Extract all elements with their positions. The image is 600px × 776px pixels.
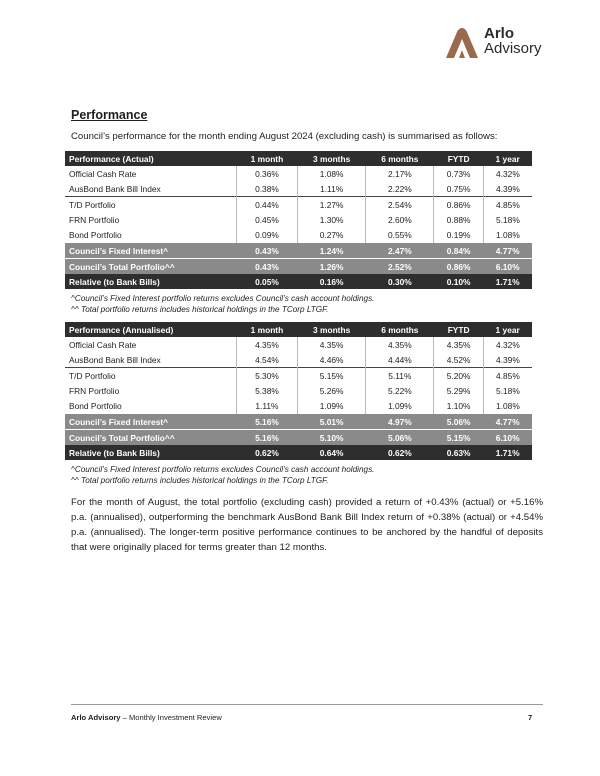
value-cell: 0.86%: [434, 197, 483, 213]
value-cell: 4.77%: [483, 414, 532, 430]
value-cell: 5.16%: [236, 414, 297, 430]
row-label-cell: Council’s Fixed Interest^: [65, 243, 236, 259]
value-cell: 0.27%: [298, 227, 366, 243]
header-cell: Performance (Actual): [65, 151, 236, 166]
footer-text: [71, 713, 222, 722]
table-header-row: [65, 322, 532, 337]
table-row: [65, 337, 532, 352]
value-cell: 4.85%: [483, 368, 532, 384]
value-cell: 2.17%: [366, 166, 434, 181]
footnote-fixed-interest: ^Council’s Fixed Interest portfolio returns excludes Council’s cash account holdings.: [71, 294, 375, 303]
value-cell: 1.30%: [298, 212, 366, 227]
table-row: [65, 227, 532, 243]
value-cell: 1.08%: [483, 398, 532, 414]
value-cell: 2.52%: [366, 259, 434, 275]
value-cell: 4.77%: [483, 243, 532, 259]
header-cell: 1 year: [483, 322, 532, 337]
value-cell: 0.55%: [366, 227, 434, 243]
header-cell: FYTD: [434, 322, 483, 337]
table-row: [65, 259, 532, 275]
row-label-cell: AusBond Bank Bill Index: [65, 181, 236, 197]
footnote-total-portfolio: ^^ Total portfolio returns includes historical holdings in the TCorp LTGF.: [71, 476, 329, 485]
value-cell: 1.27%: [298, 197, 366, 213]
table-row: [65, 212, 532, 227]
row-label-cell: Relative (to Bank Bills): [65, 445, 236, 460]
header-cell: 1 month: [236, 151, 297, 166]
value-cell: 4.85%: [483, 197, 532, 213]
value-cell: 4.32%: [483, 337, 532, 352]
value-cell: 0.88%: [434, 212, 483, 227]
value-cell: 0.44%: [236, 197, 297, 213]
value-cell: 0.62%: [366, 445, 434, 460]
row-label-cell: FRN Portfolio: [65, 212, 236, 227]
value-cell: 5.26%: [298, 383, 366, 398]
header-cell: Performance (Annualised): [65, 322, 236, 337]
row-label-cell: FRN Portfolio: [65, 383, 236, 398]
row-label-cell: Council’s Total Portfolio^^: [65, 430, 236, 446]
header-cell: 3 months: [298, 322, 366, 337]
value-cell: 0.73%: [434, 166, 483, 181]
value-cell: 1.71%: [483, 445, 532, 460]
row-label-cell: T/D Portfolio: [65, 368, 236, 384]
value-cell: 0.36%: [236, 166, 297, 181]
table-row: [65, 445, 532, 460]
value-cell: 4.46%: [298, 352, 366, 368]
value-cell: 2.22%: [366, 181, 434, 197]
row-label-cell: Relative (to Bank Bills): [65, 274, 236, 289]
table-row: [65, 352, 532, 368]
value-cell: 0.75%: [434, 181, 483, 197]
footer-divider: [71, 704, 543, 705]
value-cell: 5.30%: [236, 368, 297, 384]
value-cell: 0.86%: [434, 259, 483, 275]
value-cell: 1.08%: [298, 166, 366, 181]
row-label-cell: Council’s Fixed Interest^: [65, 414, 236, 430]
footer-separator: –: [120, 713, 129, 722]
value-cell: 1.10%: [434, 398, 483, 414]
value-cell: 4.35%: [236, 337, 297, 352]
row-label-cell: T/D Portfolio: [65, 197, 236, 213]
value-cell: 0.62%: [236, 445, 297, 460]
value-cell: 1.26%: [298, 259, 366, 275]
header-cell: 6 months: [366, 151, 434, 166]
table-row: [65, 166, 532, 181]
brand-line-1: Arlo: [484, 25, 514, 42]
brand-line-2: Advisory: [484, 40, 542, 57]
value-cell: 5.06%: [434, 414, 483, 430]
value-cell: 0.38%: [236, 181, 297, 197]
value-cell: 4.44%: [366, 352, 434, 368]
performance-annualised-table: [65, 322, 532, 460]
value-cell: 0.05%: [236, 274, 297, 289]
value-cell: 4.39%: [483, 181, 532, 197]
value-cell: 0.19%: [434, 227, 483, 243]
value-cell: 4.52%: [434, 352, 483, 368]
value-cell: 5.18%: [483, 212, 532, 227]
value-cell: 4.35%: [434, 337, 483, 352]
value-cell: 5.20%: [434, 368, 483, 384]
arlo-logo-icon: [446, 28, 478, 58]
row-label-cell: Official Cash Rate: [65, 337, 236, 352]
value-cell: 5.11%: [366, 368, 434, 384]
value-cell: 5.38%: [236, 383, 297, 398]
value-cell: 2.60%: [366, 212, 434, 227]
row-label-cell: Bond Portfolio: [65, 227, 236, 243]
table-row: [65, 368, 532, 384]
value-cell: 1.11%: [236, 398, 297, 414]
value-cell: 5.29%: [434, 383, 483, 398]
value-cell: 1.09%: [366, 398, 434, 414]
value-cell: 0.84%: [434, 243, 483, 259]
table-row: [65, 430, 532, 446]
row-label-cell: Official Cash Rate: [65, 166, 236, 181]
value-cell: 4.35%: [366, 337, 434, 352]
section-title: Performance: [71, 108, 148, 122]
value-cell: 5.15%: [434, 430, 483, 446]
table-row: [65, 398, 532, 414]
header-cell: FYTD: [434, 151, 483, 166]
header-cell: 1 year: [483, 151, 532, 166]
value-cell: 4.97%: [366, 414, 434, 430]
table-row: [65, 274, 532, 289]
value-cell: 2.54%: [366, 197, 434, 213]
footnote-fixed-interest: ^Council’s Fixed Interest portfolio returns excludes Council’s cash account holdings.: [71, 465, 375, 474]
row-label-cell: Council’s Total Portfolio^^: [65, 259, 236, 275]
value-cell: 1.08%: [483, 227, 532, 243]
header-cell: 6 months: [366, 322, 434, 337]
footnote-total-portfolio: ^^ Total portfolio returns includes historical holdings in the TCorp LTGF.: [71, 305, 329, 314]
value-cell: 5.15%: [298, 368, 366, 384]
value-cell: 5.16%: [236, 430, 297, 446]
page-number: 7: [528, 713, 533, 722]
table-row: [65, 414, 532, 430]
value-cell: 1.24%: [298, 243, 366, 259]
value-cell: 0.43%: [236, 259, 297, 275]
value-cell: 5.01%: [298, 414, 366, 430]
brand-logo: [446, 24, 546, 60]
table-row: [65, 243, 532, 259]
table-row: [65, 383, 532, 398]
value-cell: 5.18%: [483, 383, 532, 398]
row-label-cell: AusBond Bank Bill Index: [65, 352, 236, 368]
value-cell: 4.54%: [236, 352, 297, 368]
value-cell: 1.09%: [298, 398, 366, 414]
value-cell: 0.64%: [298, 445, 366, 460]
performance-actual-table: [65, 151, 532, 289]
value-cell: 0.16%: [298, 274, 366, 289]
value-cell: 0.30%: [366, 274, 434, 289]
value-cell: 0.09%: [236, 227, 297, 243]
value-cell: 0.10%: [434, 274, 483, 289]
value-cell: 6.10%: [483, 259, 532, 275]
footer-doc-title: Monthly Investment Review: [128, 713, 222, 722]
footer-brand: Arlo Advisory: [71, 713, 121, 722]
value-cell: 4.35%: [298, 337, 366, 352]
value-cell: 1.11%: [298, 181, 366, 197]
value-cell: 0.43%: [236, 243, 297, 259]
value-cell: 4.32%: [483, 166, 532, 181]
table-row: [65, 197, 532, 213]
header-cell: 3 months: [298, 151, 366, 166]
brand-name: [484, 26, 542, 56]
table-row: [65, 181, 532, 197]
value-cell: 6.10%: [483, 430, 532, 446]
intro-text: Council’s performance for the month ending August 2024 (excluding cash) is summarised as follows:: [71, 131, 498, 142]
value-cell: 0.63%: [434, 445, 483, 460]
value-cell: 4.39%: [483, 352, 532, 368]
value-cell: 2.47%: [366, 243, 434, 259]
header-cell: 1 month: [236, 322, 297, 337]
row-label-cell: Bond Portfolio: [65, 398, 236, 414]
value-cell: 1.71%: [483, 274, 532, 289]
value-cell: 0.45%: [236, 212, 297, 227]
commentary-paragraph: For the month of August, the total portfolio (excluding cash) provided a return of +0.43% (actual) or +5.16% p.a. (annualised), outperforming the benchmark AusBond Bank Bill Index return of +0.38% (actual) or +4.54% p.a. (annualised). The longer-term positive performance continues to be anchored by the handful of deposits that were originally placed for terms greater than 12 months.: [71, 497, 543, 553]
table-header-row: [65, 151, 532, 166]
value-cell: 5.10%: [298, 430, 366, 446]
value-cell: 5.22%: [366, 383, 434, 398]
value-cell: 5.06%: [366, 430, 434, 446]
